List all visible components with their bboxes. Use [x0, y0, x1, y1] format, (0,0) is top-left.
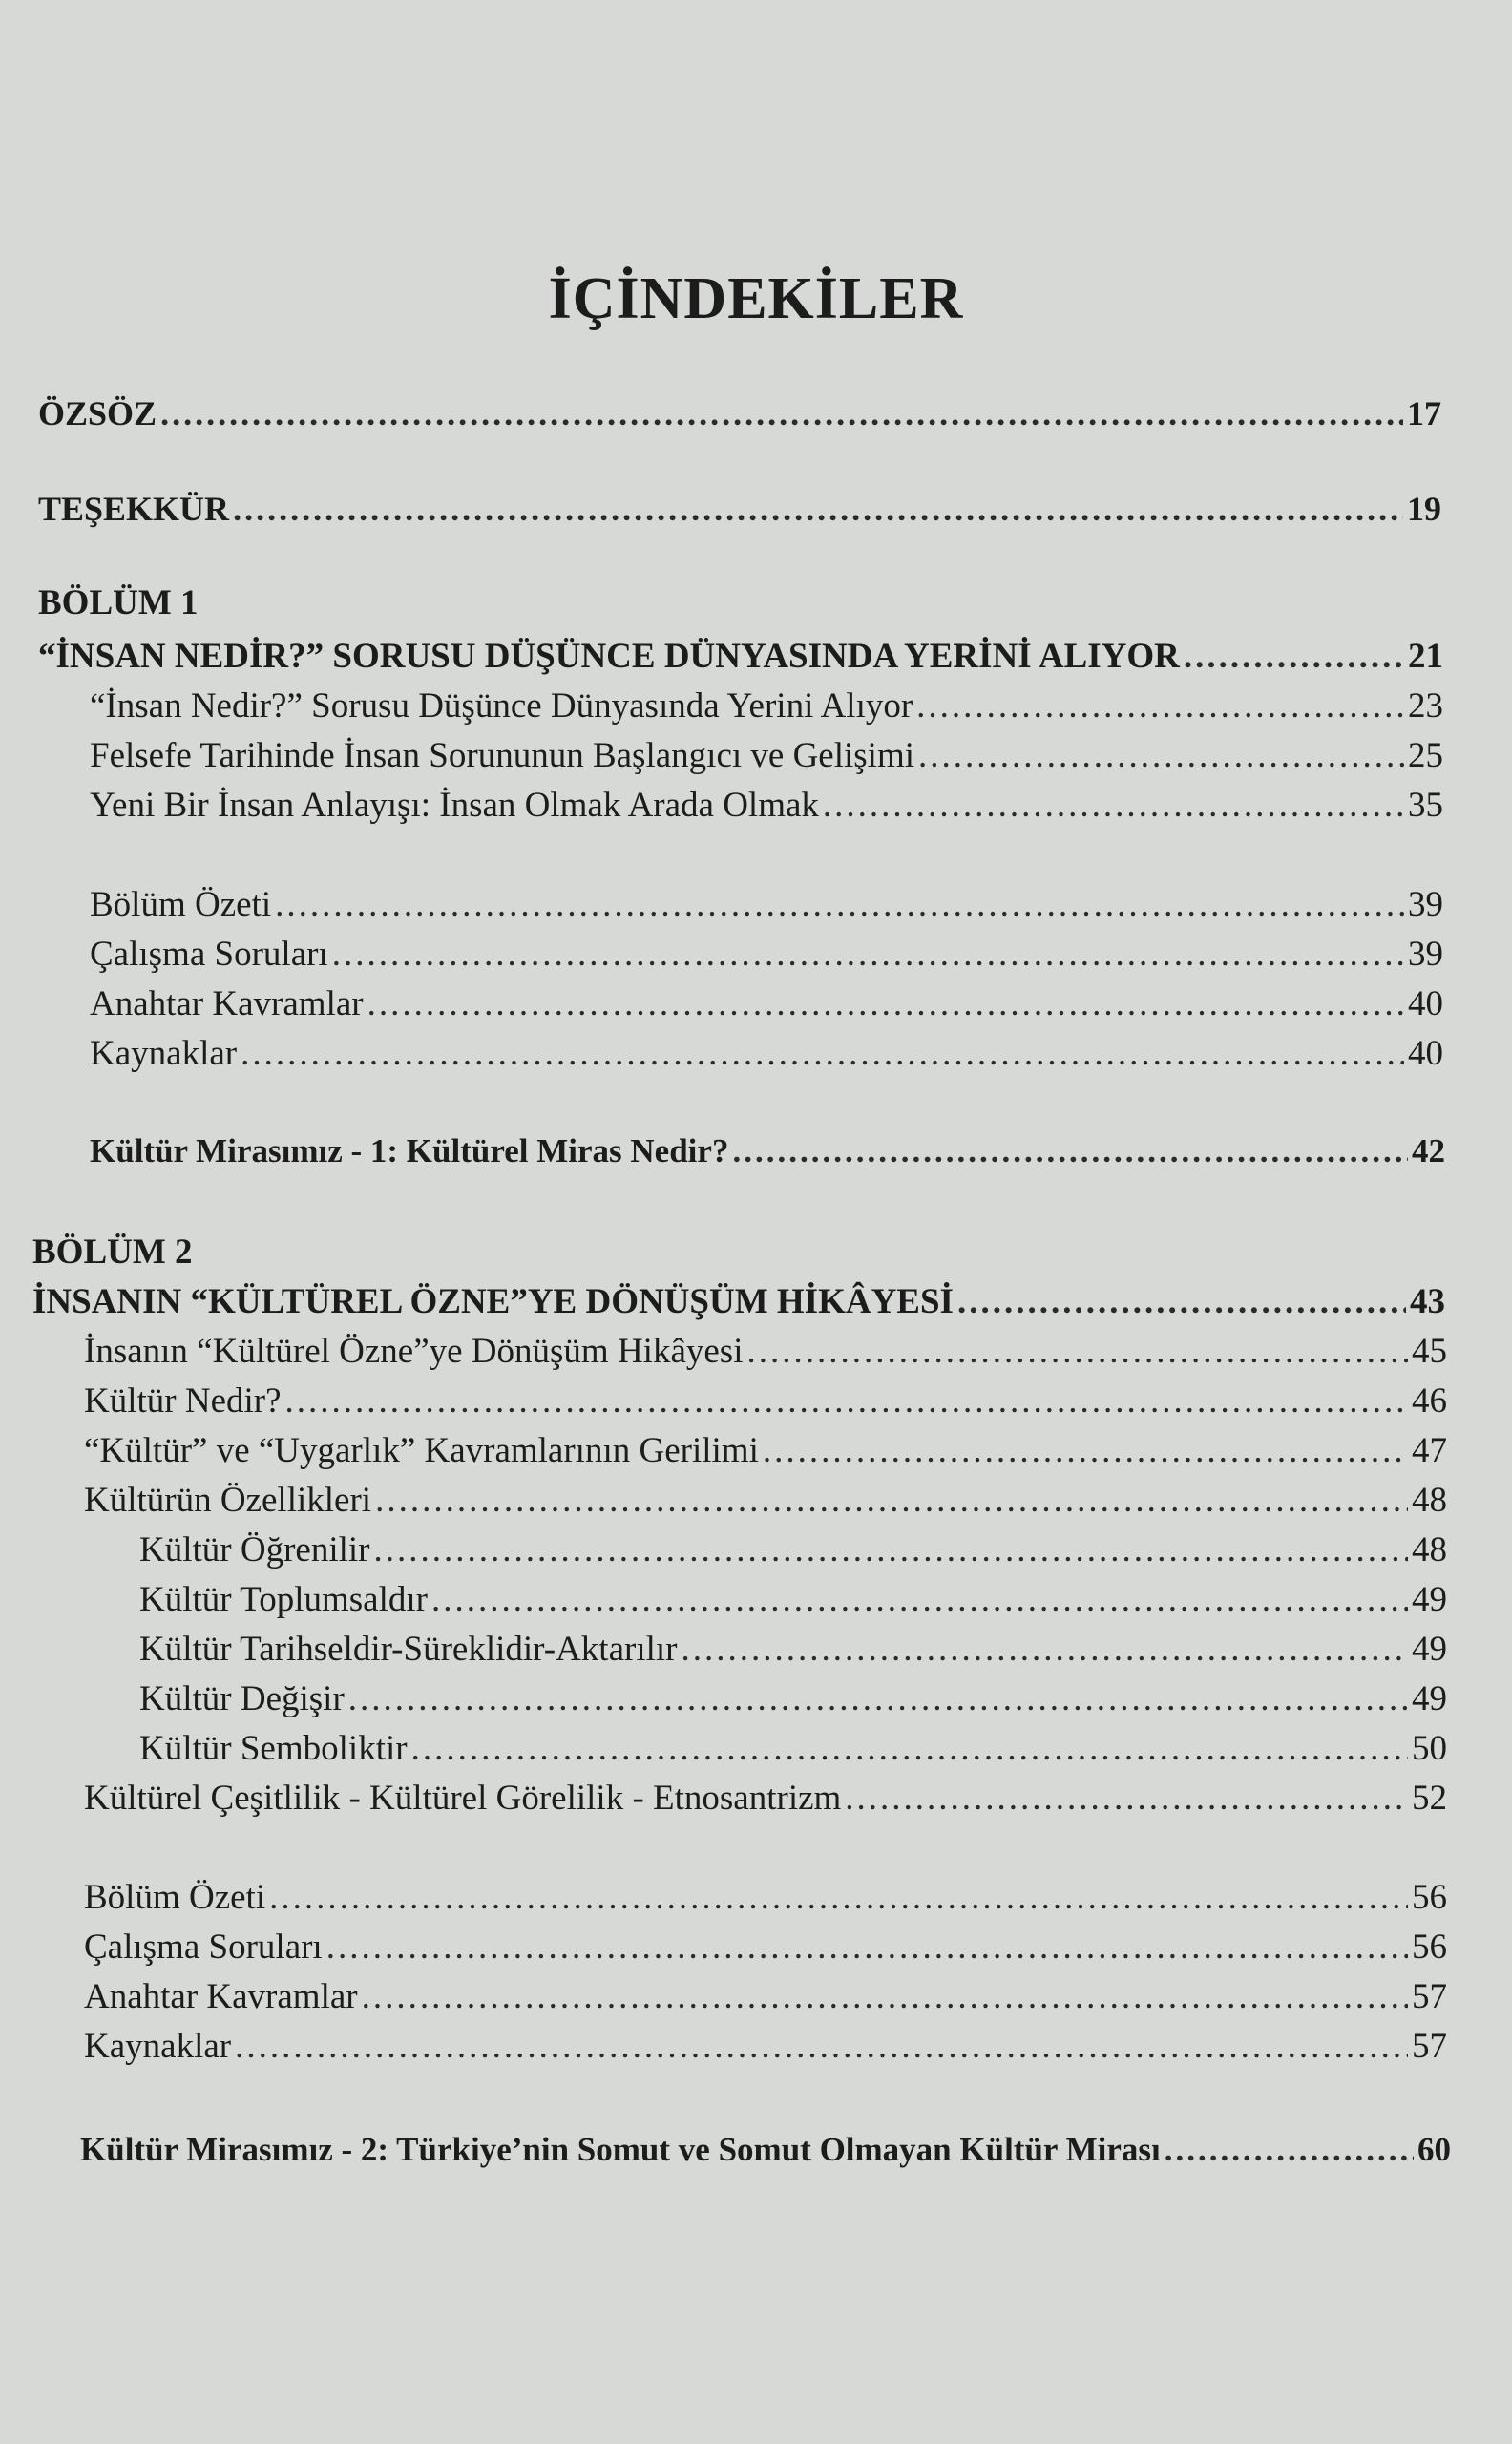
toc-entry-page: 48 — [1412, 1481, 1447, 1520]
leader-dots — [1165, 2131, 1414, 2169]
toc-entry-page: 42 — [1412, 1132, 1445, 1169]
toc-entry-label: Kültür Değişir — [139, 1679, 345, 1718]
toc-extra — [84, 1927, 1447, 1976]
toc-entry-page: 45 — [1412, 1332, 1447, 1371]
leader-dots — [285, 1380, 1408, 1422]
toc-entry-label: Kültür Tarihseldir-Süreklidir-Aktarılır — [139, 1630, 678, 1669]
toc-entry-page: 35 — [1408, 786, 1443, 825]
toc-entry-page: 17 — [1407, 394, 1441, 432]
toc-entry-page: 23 — [1408, 686, 1443, 726]
toc-entry-label: Kültürün Özellikleri — [84, 1481, 372, 1520]
toc-entry-label: TEŞEKKÜR — [38, 490, 230, 528]
toc-extra — [90, 934, 1443, 983]
leader-dots — [1184, 636, 1404, 677]
toc-entry-page: 19 — [1407, 490, 1441, 528]
toc-entry-page: 56 — [1412, 1878, 1447, 1917]
toc-section — [90, 785, 1443, 834]
leader-dots — [823, 785, 1404, 826]
toc-entry-label: ÖZSÖZ — [38, 394, 158, 432]
toc-section — [84, 1430, 1447, 1480]
toc-extra — [90, 884, 1443, 934]
toc-entry-page: 40 — [1408, 984, 1443, 1023]
toc-entry-page: 49 — [1412, 1679, 1447, 1718]
toc-subsection — [139, 1678, 1447, 1728]
leader-dots — [332, 934, 1404, 975]
toc-entry-label: Kültür Öğrenilir — [139, 1530, 370, 1570]
leader-dots — [235, 2026, 1408, 2067]
toc-entry-label: “İnsan Nedir?” Sorusu Düşünce Dünyasında Yerini Alıyor — [90, 686, 914, 726]
toc-entry-label: Kaynaklar — [84, 2027, 232, 2066]
toc-entry-page: 46 — [1412, 1381, 1447, 1421]
chapter-1-title — [38, 636, 1443, 685]
toc-entry-page: 48 — [1412, 1530, 1447, 1570]
leader-dots — [160, 393, 1403, 433]
leader-dots — [746, 1331, 1408, 1372]
leader-dots — [373, 1529, 1408, 1570]
leader-dots — [269, 1877, 1408, 1918]
leader-dots — [348, 1678, 1408, 1719]
leader-dots — [233, 489, 1403, 529]
leader-dots — [763, 1430, 1408, 1471]
toc-section — [84, 1331, 1447, 1380]
toc-entry-label: Çalışma Soruları — [84, 1928, 323, 1967]
toc-section — [90, 735, 1443, 785]
toc-subsection — [139, 1529, 1447, 1579]
toc-entry-page: 60 — [1418, 2131, 1451, 2168]
chapter-1-heading: BÖLÜM 1 — [38, 583, 199, 622]
toc-section — [84, 1380, 1447, 1430]
leader-dots — [362, 1976, 1408, 2017]
toc-entry-label: İNSANIN “KÜLTÜREL ÖZNE”YE DÖNÜŞÜM HİKÂYESİ — [32, 1282, 954, 1321]
toc-entry-label: Bölüm Özeti — [84, 1878, 266, 1917]
toc-entry-page: 25 — [1408, 736, 1443, 775]
toc-entry-page: 21 — [1408, 637, 1443, 676]
leader-dots — [918, 735, 1404, 776]
toc-entry-page: 39 — [1408, 935, 1443, 974]
toc-entry-label: Kültür Semboliktir — [139, 1729, 408, 1768]
toc-entry-label: Yeni Bir İnsan Anlayışı: İnsan Olmak Arada Olmak — [90, 786, 819, 825]
toc-entry-tesekkur — [38, 489, 1441, 538]
toc-entry-page: 47 — [1412, 1431, 1447, 1470]
toc-subsection — [139, 1629, 1447, 1678]
toc-subsection — [139, 1579, 1447, 1629]
toc-entry-label: Anahtar Kavramlar — [84, 1977, 358, 2016]
leader-dots — [411, 1728, 1408, 1769]
leader-dots — [916, 685, 1404, 727]
leader-dots — [326, 1927, 1408, 1968]
leader-dots — [681, 1629, 1408, 1670]
toc-subsection — [139, 1728, 1447, 1778]
leader-dots — [368, 983, 1404, 1024]
toc-entry-label: “Kültür” ve “Uygarlık” Kavramlarının Gerilimi — [84, 1431, 759, 1470]
toc-entry-label: Bölüm Özeti — [90, 885, 272, 924]
leader-dots — [957, 1281, 1406, 1322]
toc-heritage-2 — [80, 2131, 1451, 2181]
page-title: İÇİNDEKİLER — [548, 266, 964, 331]
toc-entry-label: İnsanın “Kültürel Özne”ye Dönüşüm Hikâyesi — [84, 1332, 744, 1371]
toc-entry-ozsoz — [38, 393, 1441, 443]
toc-entry-page: 57 — [1412, 1977, 1447, 2016]
leader-dots — [732, 1132, 1408, 1170]
leader-dots — [431, 1579, 1408, 1620]
leader-dots — [845, 1778, 1408, 1819]
toc-extra — [90, 1033, 1443, 1083]
toc-entry-label: Anahtar Kavramlar — [90, 984, 364, 1023]
toc-entry-page: 43 — [1410, 1282, 1445, 1321]
toc-section — [84, 1480, 1447, 1529]
chapter-2-title — [32, 1281, 1445, 1331]
toc-entry-page: 50 — [1412, 1729, 1447, 1768]
toc-entry-page: 56 — [1412, 1928, 1447, 1967]
toc-entry-label: Felsefe Tarihinde İnsan Sorununun Başlangıcı ve Gelişimi — [90, 736, 915, 775]
toc-section — [90, 685, 1443, 735]
toc-entry-label: Kültür Toplumsaldır — [139, 1580, 428, 1619]
toc-entry-page: 52 — [1412, 1779, 1447, 1818]
toc-entry-label: Kaynaklar — [90, 1034, 238, 1073]
leader-dots — [275, 884, 1404, 925]
toc-entry-label: Kültür Mirasımız - 1: Kültürel Miras Nedir? — [90, 1132, 729, 1169]
toc-entry-page: 49 — [1412, 1630, 1447, 1669]
toc-extra — [84, 1976, 1447, 2026]
toc-entry-label: Çalışma Soruları — [90, 935, 328, 974]
toc-entry-page: 40 — [1408, 1034, 1443, 1073]
toc-extra — [90, 983, 1443, 1033]
chapter-2-heading: BÖLÜM 2 — [32, 1233, 193, 1272]
toc-entry-page: 39 — [1408, 885, 1443, 924]
toc-extra — [84, 2026, 1447, 2075]
toc-section — [84, 1778, 1447, 1827]
leader-dots — [375, 1480, 1408, 1521]
toc-entry-label: Kültür Nedir? — [84, 1381, 282, 1421]
leader-dots — [241, 1033, 1404, 1074]
toc-entry-page: 57 — [1412, 2027, 1447, 2066]
toc-heritage-1 — [90, 1132, 1445, 1182]
toc-entry-page: 49 — [1412, 1580, 1447, 1619]
toc-extra — [84, 1877, 1447, 1927]
toc-entry-label: Kültürel Çeşitlilik - Kültürel Görelilik - Etnosantrizm — [84, 1779, 842, 1818]
toc-entry-label: “İNSAN NEDİR?” SORUSU DÜŞÜNCE DÜNYASINDA YERİNİ ALIYOR — [38, 637, 1180, 676]
toc-entry-label: Kültür Mirasımız - 2: Türkiye’nin Somut ve Somut Olmayan Kültür Mirası — [80, 2131, 1161, 2168]
